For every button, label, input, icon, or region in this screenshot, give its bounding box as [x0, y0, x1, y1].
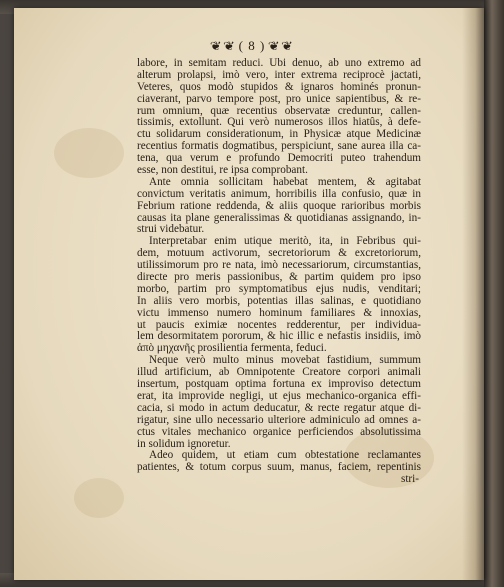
text-line: rigatur, sine ullo necessario ulteriore adminiculo ad omnes a-: [137, 414, 421, 426]
text-line: convictum veritatis animum, horribilis illa confusio, quæ in: [137, 188, 421, 200]
text-line: erat, ita improvide negligi, ut ejus mechanico-organica effi-: [137, 390, 421, 402]
text-line: patientes, & totum corpus suum, manus, faciem, repentinis: [137, 462, 421, 474]
text-line: ut paucis eximiæ nocentes redderentur, per individua-: [137, 319, 421, 331]
text-line: ciaverant, parvo tempore post, pro unice sapientibus, & re-: [137, 93, 421, 105]
paper-stain: [54, 128, 124, 178]
text-line: in solidum ignoretur.: [137, 438, 231, 450]
text-line: tena, qua verum e profundo Democriti puteo trahendum: [137, 153, 421, 165]
text-line: cacia, si modo in actum deducatur, & recte regatur atque di-: [137, 402, 421, 414]
text-line: ctus vitales mechanico organice perficiendos absolutissima: [137, 426, 421, 438]
ornament-right-icon: ❦❦: [267, 39, 294, 53]
text-line: In aliis vero morbis, potentias illas salinas, e quotidiano: [137, 295, 421, 307]
text-line: Interpretabar enim utique meritò, ita, in Febribus qui-: [149, 236, 421, 248]
page-header: [0, 38, 504, 54]
text-line: victu immenso numero hominum familiares & innoxias,: [137, 307, 421, 319]
paper-stain: [74, 478, 124, 518]
text-line: dem, motuum activorum, secretoriorum & excretoriorum,: [137, 248, 421, 260]
book-spine-edge: [484, 0, 504, 587]
text-line: ctu solidarum considerationum, in Physicæ atque Medicinæ: [137, 129, 421, 141]
text-line: labore, in semitam reduci. Ubi denuo, ab uno extremo ad: [137, 58, 421, 69]
text-line: causas ita plane generalissimas & quotidianas assignando, in-: [137, 212, 421, 224]
text-line: rum omnium, quæ recentius observatæ creduntur, callen-: [137, 105, 421, 117]
page-number: ( 8 ): [238, 38, 266, 53]
text-line: alterum prolapsi, imò vero, inter extrema reciprocè jactati,: [137, 69, 421, 81]
text-line: directe pro meris passionibus, & partim quidem pro ipso: [137, 272, 421, 284]
text-line: recentius formatis dogmatibus, perspiciunt, sane aurea illa ca-: [137, 141, 421, 153]
text-line: insertum, postquam optima fortuna ex improviso detectum: [137, 379, 421, 391]
page-gutter-shadow: [462, 8, 484, 580]
text-line: ἀπὸ μηχανῆς prosilientia fermenta, feduci.: [137, 343, 327, 355]
text-line: Adeo quidem, ut etiam cum obtestatione reclamantes: [149, 450, 421, 462]
ornament-left-icon: ❦❦: [210, 39, 237, 53]
text-line: utilissimorum pro re nata, imò necessariorum, circumstantias,: [137, 260, 421, 272]
text-line: Ante omnia sollicitam habebat mentem, & agitabat: [149, 176, 421, 188]
text-line: esse, non destitui, re ipsa comprobant.: [137, 165, 308, 177]
text-line: morbo, partim pro symptomatibus ejus nudis, venditari;: [137, 283, 421, 295]
text-line: illud artificium, ab Omnipotente Creatore corpori animali: [137, 367, 421, 379]
text-line: Febrium ratione reddenda, & aliis quoque rarioribus morbis: [137, 200, 421, 212]
text-line: Veteres, quos modò stupidos & ignaros hominés pronun-: [137, 81, 421, 93]
catchword: stri-: [400, 474, 419, 486]
text-line: lem desormitatem pororum, & hic illic e nefastis insidiis, imò: [137, 331, 421, 343]
text-line: Neque verò multo minus movebat fastidium, summum: [149, 355, 421, 367]
text-line: strui videbatur.: [137, 224, 205, 236]
text-line: tissimis, extollunt. Qui verò numerosos illos hiatûs, à defe-: [137, 117, 421, 129]
body-text: [137, 58, 421, 486]
